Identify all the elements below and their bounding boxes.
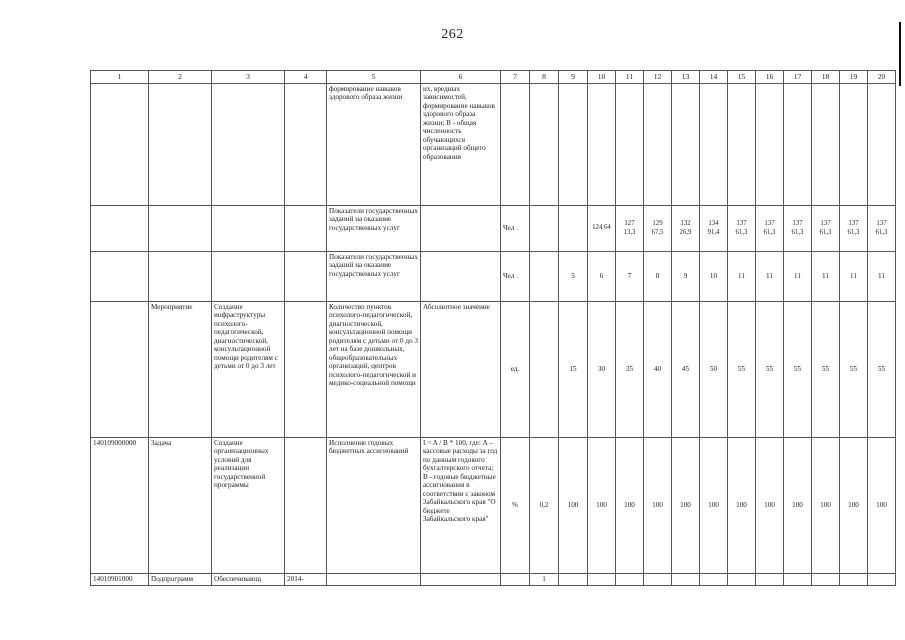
year-value-cell: 11 <box>756 252 784 302</box>
column-number: 12 <box>644 71 672 84</box>
year-value-cell: 100 <box>728 438 756 574</box>
year-value-cell: 100 <box>700 438 728 574</box>
year-value-cell: 100 <box>616 438 644 574</box>
table-row <box>91 438 896 574</box>
year-value-cell <box>784 84 812 206</box>
weight-cell <box>530 252 559 302</box>
column-number: 20 <box>868 71 896 84</box>
year-value-cell: 8 <box>644 252 672 302</box>
period-cell <box>285 252 327 302</box>
unit-cell: Чел . <box>501 252 530 302</box>
year-value-cell: 9 <box>672 252 700 302</box>
year-value-cell: 132 26,9 <box>672 206 700 252</box>
year-value-cell <box>868 574 896 586</box>
scan-edge-line <box>899 22 901 86</box>
table-row <box>91 206 896 252</box>
year-value-cell <box>784 574 812 586</box>
year-value-cell: 100 <box>559 438 588 574</box>
year-value-cell: 6 <box>588 252 616 302</box>
column-number: 2 <box>149 71 212 84</box>
page-number: 262 <box>441 27 464 42</box>
year-value-cell: 11 <box>840 252 868 302</box>
type-cell: Подпрограмм <box>149 574 212 586</box>
unit-cell: Чел . <box>501 206 530 252</box>
code-cell <box>91 84 149 206</box>
period-cell <box>285 84 327 206</box>
year-value-cell: 137 61,3 <box>756 206 784 252</box>
indicator-cell: формирование навыков здорового образа жизни <box>327 84 421 206</box>
weight-cell <box>530 84 559 206</box>
year-value-cell: 7 <box>616 252 644 302</box>
column-number: 11 <box>616 71 644 84</box>
year-value-cell: 124 64 <box>588 206 616 252</box>
column-number: 19 <box>840 71 868 84</box>
year-value-cell: 100 <box>588 438 616 574</box>
column-number: 1 <box>91 71 149 84</box>
column-number: 5 <box>327 71 421 84</box>
method-cell <box>421 252 501 302</box>
year-value-cell <box>616 84 644 206</box>
column-number-header-row <box>91 71 896 84</box>
year-value-cell: 30 <box>588 302 616 438</box>
column-number: 10 <box>588 71 616 84</box>
year-value-cell: 100 <box>812 438 840 574</box>
year-value-cell: 55 <box>728 302 756 438</box>
year-value-cell: 137 61,3 <box>868 206 896 252</box>
year-value-cell <box>756 84 784 206</box>
year-value-cell <box>559 206 588 252</box>
year-value-cell <box>728 574 756 586</box>
year-value-cell: 11 <box>728 252 756 302</box>
year-value-cell <box>644 574 672 586</box>
method-cell <box>421 574 501 586</box>
year-value-cell: 11 <box>868 252 896 302</box>
year-value-cell <box>868 84 896 206</box>
year-value-cell: 55 <box>812 302 840 438</box>
indicator-cell: Показатели государственных заданий на оказание государственных услуг <box>327 206 421 252</box>
type-cell: Мероприятие <box>149 302 212 438</box>
name-cell <box>212 84 285 206</box>
year-value-cell: 11 <box>812 252 840 302</box>
code-cell <box>91 206 149 252</box>
period-cell <box>285 206 327 252</box>
column-number: 7 <box>501 71 530 84</box>
year-value-cell: 100 <box>784 438 812 574</box>
table-row <box>91 574 896 586</box>
indicator-cell: Исполнение годовых бюджетных ассигнований <box>327 438 421 574</box>
table-row <box>91 252 896 302</box>
name-cell: Создание организационных условий для реализации государственной программы <box>212 438 285 574</box>
indicator-cell <box>327 574 421 586</box>
column-number: 15 <box>728 71 756 84</box>
indicator-cell: Количество пунктов психолого-педагогической, диагностической, консультационной помощи родителям с детьми от 0 до 3 лет на базе дошкольных, общеобразовательных организаций, центров психолого-педагогической и медико-социальной помощи <box>327 302 421 438</box>
year-value-cell: 129 67,5 <box>644 206 672 252</box>
year-value-cell: 40 <box>644 302 672 438</box>
year-value-cell: 137 61,3 <box>728 206 756 252</box>
year-value-cell: 127 13,3 <box>616 206 644 252</box>
weight-cell <box>530 302 559 438</box>
column-number: 3 <box>212 71 285 84</box>
year-value-cell: 50 <box>700 302 728 438</box>
column-number: 17 <box>784 71 812 84</box>
code-cell <box>91 252 149 302</box>
column-number: 14 <box>700 71 728 84</box>
year-value-cell <box>588 84 616 206</box>
year-value-cell <box>588 574 616 586</box>
type-cell: Задача <box>149 438 212 574</box>
period-cell <box>285 438 327 574</box>
year-value-cell <box>728 84 756 206</box>
name-cell <box>212 252 285 302</box>
year-value-cell: 10 <box>700 252 728 302</box>
method-cell: I = A / B * 100, где: A – кассовые расходы за год по данным годового бухгалтерского отчета; B - годовые бюджетные ассигнования в соответствии с законом Забайкальского края "О бюджете Забайкальского края" <box>421 438 501 574</box>
year-value-cell: 35 <box>616 302 644 438</box>
column-number: 16 <box>756 71 784 84</box>
year-value-cell <box>756 574 784 586</box>
program-indicators-table <box>90 70 896 586</box>
year-value-cell: 55 <box>784 302 812 438</box>
year-value-cell: 11 <box>784 252 812 302</box>
year-value-cell <box>840 84 868 206</box>
unit-cell: % <box>501 438 530 574</box>
name-cell: Обеспечивающ <box>212 574 285 586</box>
year-value-cell <box>559 84 588 206</box>
column-number: 9 <box>559 71 588 84</box>
year-value-cell: 100 <box>840 438 868 574</box>
column-number: 6 <box>421 71 501 84</box>
year-value-cell: 45 <box>672 302 700 438</box>
method-cell: Абсолютное значение <box>421 302 501 438</box>
year-value-cell <box>672 84 700 206</box>
year-value-cell: 55 <box>868 302 896 438</box>
year-value-cell: 100 <box>672 438 700 574</box>
year-value-cell <box>616 574 644 586</box>
column-number: 4 <box>285 71 327 84</box>
year-value-cell: 100 <box>868 438 896 574</box>
year-value-cell: 134 91,4 <box>700 206 728 252</box>
year-value-cell: 15 <box>559 302 588 438</box>
year-value-cell <box>840 574 868 586</box>
weight-cell <box>530 206 559 252</box>
year-value-cell: 137 61,3 <box>784 206 812 252</box>
year-value-cell: 55 <box>756 302 784 438</box>
year-value-cell <box>812 84 840 206</box>
period-cell <box>285 302 327 438</box>
year-value-cell: 137 61,3 <box>812 206 840 252</box>
column-number: 13 <box>672 71 700 84</box>
year-value-cell <box>644 84 672 206</box>
unit-cell <box>501 84 530 206</box>
indicator-cell: Показатели государственных заданий на оказание государственных услуг <box>327 252 421 302</box>
code-cell <box>91 302 149 438</box>
year-value-cell: 55 <box>840 302 868 438</box>
table-row <box>91 84 896 206</box>
type-cell <box>149 206 212 252</box>
name-cell <box>212 206 285 252</box>
weight-cell: 1 <box>530 574 559 586</box>
column-number: 8 <box>530 71 559 84</box>
weight-cell: 0,2 <box>530 438 559 574</box>
year-value-cell: 5 <box>559 252 588 302</box>
year-value-cell <box>559 574 588 586</box>
type-cell <box>149 252 212 302</box>
year-value-cell <box>812 574 840 586</box>
year-value-cell <box>700 574 728 586</box>
code-cell: 140109000000 <box>91 438 149 574</box>
method-cell <box>421 206 501 252</box>
period-cell: 2014- <box>285 574 327 586</box>
table-row <box>91 302 896 438</box>
year-value-cell: 100 <box>756 438 784 574</box>
unit-cell: ед. <box>501 302 530 438</box>
name-cell: Создание инфраструктуры психолого-педагогической, диагностической, консультационной помощи родителям с детьми от 0 до 3 лет <box>212 302 285 438</box>
code-cell: 14010901000 <box>91 574 149 586</box>
year-value-cell <box>672 574 700 586</box>
type-cell <box>149 84 212 206</box>
year-value-cell: 137 61,3 <box>840 206 868 252</box>
column-number: 18 <box>812 71 840 84</box>
method-cell: их, вредных зависимостей, формирование навыков здорового образа жизни; В - общая численность обучающихся организаций общего образования <box>421 84 501 206</box>
year-value-cell <box>700 84 728 206</box>
year-value-cell: 100 <box>644 438 672 574</box>
unit-cell <box>501 574 530 586</box>
